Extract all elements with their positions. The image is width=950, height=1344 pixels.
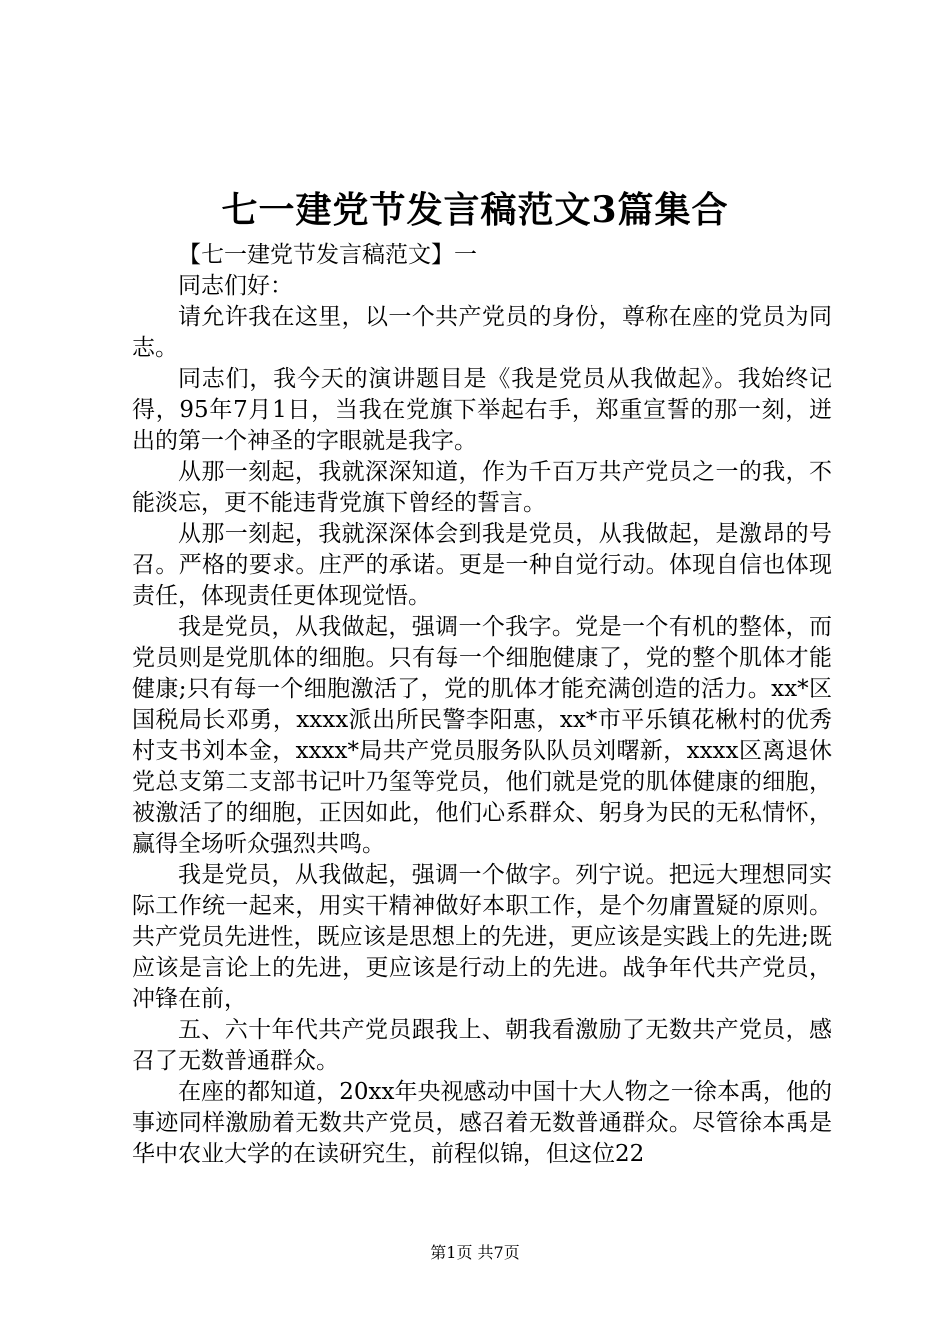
paragraph-heading: 【七一建党节发言稿范文】一 — [178, 242, 477, 268]
paragraph: 五、六十年代共产党员跟我上、朝我看激励了无数共产党员，感召了无数普通群众。 — [132, 1017, 832, 1074]
page-number-footer: 第1页 共7页 — [430, 1243, 520, 1262]
document-body — [132, 240, 832, 1170]
paragraph: 从那一刻起，我就深深体会到我是党员，从我做起，是激昂的号召。严格的要求。庄严的承诺。更是一种自觉行动。体现自信也体现责任，体现责任更体现觉悟。 — [132, 521, 832, 609]
paragraph: 我是党员，从我做起，强调一个做字。列宁说。把远大理想同实际工作统一起来，用实干精神做好本职工作，是个勿庸置疑的原则。共产党员先进性，既应该是思想上的先进，更应该是实践上的先进;既应该是言论上的先进，更应该是行动上的先进。战争年代共产党员，冲锋在前， — [132, 862, 832, 1012]
paragraph: 在座的都知道，20xx年央视感动中国十大人物之一徐本禹，他的事迹同样激励着无数共产党员，感召着无数普通群众。尽管徐本禹是华中农业大学的在读研究生，前程似锦，但这位22 — [132, 1079, 832, 1167]
paragraph: 同志们，我今天的演讲题目是《我是党员从我做起》。我始终记得，95年7月1日，当我在党旗下举起右手，郑重宣誓的那一刻，迸出的第一个神圣的字眼就是我字。 — [132, 366, 832, 454]
document-title: 七一建党节发言稿范文3篇集合 — [221, 189, 729, 231]
paragraph: 请允许我在这里，以一个共产党员的身份，尊称在座的党员为同志。 — [132, 304, 832, 361]
paragraph: 从那一刻起，我就深深知道，作为千百万共产党员之一的我，不能淡忘，更不能违背党旗下曾经的誓言。 — [132, 459, 832, 516]
paragraph-greeting: 同志们好： — [178, 273, 293, 299]
paragraph: 我是党员，从我做起，强调一个我字。党是一个有机的整体，而党员则是党肌体的细胞。只有每一个细胞健康了，党的整个肌体才能健康;只有每一个细胞激活了，党的肌体才能充满创造的活力。xx*区国税局长邓勇，xxxx派出所民警李阳惠，xx*市平乐镇花楸村的优秀村支书刘本金，xxxx*局共产党员服务队队员刘曙新，xxxx区离退休党总支第二支部书记叶乃玺等党员，他们就是党的肌体健康的细胞，被激活了的细胞，正因如此，他们心系群众、躬身为民的无私情怀，赢得全场听众强烈共鸣。 — [132, 614, 832, 857]
